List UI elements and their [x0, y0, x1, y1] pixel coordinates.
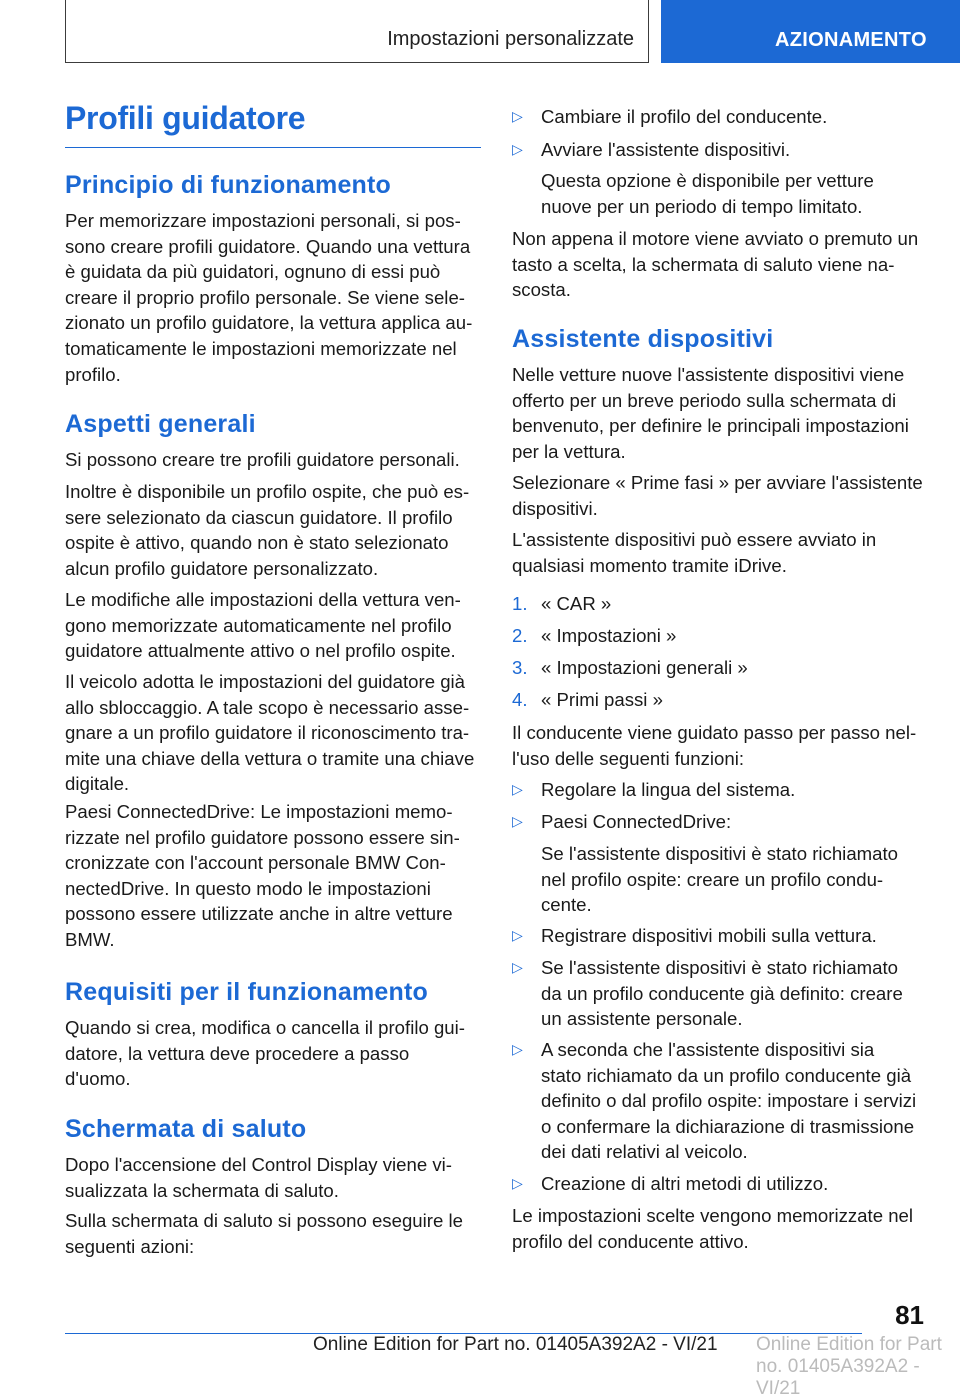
text-line: cronizzate con l'account personale BMW Con- — [65, 852, 446, 874]
text-line: Il veicolo adotta le impostazioni del guidatore già — [65, 671, 466, 692]
triangle-right-icon: ▷ — [512, 781, 523, 797]
paragraph-aspetti-5 — [65, 799, 481, 953]
text-line: dispositivi. — [512, 497, 598, 519]
text-line: Si possono creare tre profili guidatore personali. — [65, 449, 460, 470]
text-line: qualsiasi momento tramite iDrive. — [512, 554, 787, 576]
step-item — [512, 655, 930, 681]
section-title: Impostazioni personalizzate — [387, 28, 634, 50]
text-line: Inoltre è disponibile un profilo ospite, che può es- — [65, 481, 470, 502]
text-line: creare il proprio profilo personale. Se viene sele- — [65, 286, 465, 308]
step-text: « Impostazioni » — [541, 625, 677, 646]
text-line: Dopo l'accensione del Control Display viene vi- — [65, 1154, 452, 1175]
text-line: Se l'assistente dispositivi è stato richiamato — [541, 957, 898, 978]
list-item — [512, 1171, 930, 1197]
text-line: cente. — [541, 894, 592, 916]
step-item — [512, 623, 930, 649]
paragraph-assistente-5 — [512, 1203, 930, 1254]
text-line: Sulla schermata di saluto si possono eseguire le — [65, 1210, 463, 1231]
text-line: zionato un profilo guidatore, la vettura applica au- — [65, 312, 473, 334]
list-item — [512, 923, 930, 949]
step-number: 2. — [512, 625, 528, 646]
list-item — [512, 104, 930, 130]
text-line: Questa opzione è disponibile per vetture — [541, 170, 874, 191]
paragraph-aspetti-1 — [65, 447, 481, 473]
heading-schermata: Schermata di saluto — [65, 1115, 307, 1143]
page-title: Profili guidatore — [65, 100, 306, 136]
text-line: d'uomo. — [65, 1068, 131, 1090]
paragraph-aspetti-3 — [65, 587, 481, 664]
chapter-tab — [661, 0, 960, 63]
text-line: dei dati relativi al veicolo. — [541, 1141, 748, 1163]
text-line: Il conducente viene guidato passo per passo nel- — [512, 722, 917, 743]
text-line: BMW. — [65, 928, 115, 950]
step-text: « Primi passi » — [541, 689, 663, 710]
heading-assistente: Assistente dispositivi — [512, 325, 774, 353]
step-number: 4. — [512, 689, 528, 710]
list-item — [512, 777, 930, 803]
text-line: Le impostazioni scelte vengono memorizzate nel — [512, 1205, 914, 1226]
text-line: L'assistente dispositivi può essere avviato in — [512, 529, 877, 550]
heading-requisiti: Requisiti per il funzionamento — [65, 978, 428, 1006]
step-text: « Impostazioni generali » — [541, 657, 748, 678]
title-rule — [65, 147, 481, 148]
text-line: possono essere utilizzate anche in altre vetture — [65, 903, 453, 925]
text-line: profilo. — [65, 363, 121, 385]
triangle-right-icon: ▷ — [512, 108, 523, 124]
text-line: A seconda che l'assistente dispositivi sia — [541, 1039, 875, 1060]
text-line: l'uso delle seguenti funzioni: — [512, 747, 744, 769]
text-line: è guidata da più guidatori, ognuno di essi può — [65, 261, 441, 283]
text-line: allo sbloccaggio. A tale scopo è necessario asse- — [65, 696, 470, 718]
text-line: tasto a scelta, la schermata di saluto viene na- — [512, 253, 895, 275]
text-line: mite una chiave della vettura o tramite una chiave — [65, 747, 475, 769]
chapter-label: AZIONAMENTO — [775, 29, 927, 51]
text-line: Cambiare il profilo del conducente. — [541, 106, 828, 127]
text-line: Avviare l'assistente dispositivi. — [541, 139, 791, 160]
text-line: Se l'assistente dispositivi è stato richiamato — [541, 843, 898, 864]
step-item — [512, 687, 930, 713]
paragraph-schermata-2 — [65, 1208, 481, 1259]
list-item-note — [512, 841, 930, 918]
text-line: benvenuto, per definire le principali impostazioni — [512, 415, 909, 437]
paragraph-requisiti — [65, 1015, 481, 1092]
text-line: gono memorizzate automaticamente nel profilo — [65, 614, 452, 636]
text-line: nectedDrive. In questo modo le impostazioni — [65, 877, 431, 899]
text-line: profilo del conducente attivo. — [512, 1230, 749, 1252]
text-line: da un profilo conducente già definito: creare — [541, 982, 903, 1004]
text-line: nel profilo ospite: creare un profilo condu- — [541, 868, 884, 890]
text-line: guidatore attualmente attivo o nel profilo ospite. — [65, 640, 456, 662]
text-line: o confermare la dichiarazione di trasmissione — [541, 1115, 915, 1137]
text-line: un assistente personale. — [541, 1008, 743, 1030]
list-item — [512, 137, 930, 163]
text-line: sere selezionato da ciascun guidatore. Il profilo — [65, 506, 453, 528]
list-item-note — [512, 168, 930, 219]
text-line: Quando si crea, modifica o cancella il profilo gui- — [65, 1017, 465, 1038]
text-line: nuove per un periodo di tempo limitato. — [541, 195, 863, 217]
paragraph-schermata-1 — [65, 1152, 481, 1203]
paragraph-aspetti-4 — [65, 669, 481, 797]
step-text: « CAR » — [541, 593, 612, 614]
text-line: seguenti azioni: — [65, 1235, 195, 1257]
paragraph-assistente-3 — [512, 527, 930, 578]
text-line: per la vettura. — [512, 440, 626, 462]
text-line: definito o dal profilo ospite: impostare i servizi — [541, 1090, 917, 1112]
paragraph-aspetti-2 — [65, 479, 481, 581]
text-line: Regolare la lingua del sistema. — [541, 779, 796, 800]
list-item — [512, 1037, 930, 1165]
text-line: alcun profilo guidatore personalizzato. — [65, 557, 379, 579]
text-line: sualizzata la schermata di saluto. — [65, 1179, 339, 1201]
text-line: gnare a un profilo guidatore il riconoscimento tra- — [65, 722, 470, 744]
text-line: Selezionare « Prime fasi » per avviare l'assistente — [512, 472, 923, 493]
text-line: Paesi ConnectedDrive: Le impostazioni memo- — [65, 801, 453, 822]
text-line: offerto per un breve periodo sulla schermata di — [512, 389, 897, 411]
text-line: scosta. — [512, 279, 571, 301]
triangle-right-icon: ▷ — [512, 959, 523, 975]
triangle-right-icon: ▷ — [512, 141, 523, 157]
text-line: sono creare profili guidatore. Quando una vettura — [65, 235, 471, 257]
list-item — [512, 809, 930, 835]
text-line: Non appena il motore viene avviato o premuto un — [512, 228, 919, 249]
paragraph-assistente-1 — [512, 362, 930, 464]
text-line: Le modifiche alle impostazioni della vettura ven- — [65, 589, 461, 610]
paragraph-greeting-hide — [512, 226, 930, 303]
step-number: 3. — [512, 657, 528, 678]
running-header — [65, 0, 649, 63]
footer-watermark: Online Edition for Part no. 01405A392A2 - VI/21 — [756, 1334, 942, 1399]
page-number: 81 — [895, 1300, 924, 1330]
text-line: stato richiamato da un profilo conducente già — [541, 1064, 912, 1086]
paragraph-principio — [65, 208, 481, 387]
heading-principio: Principio di funzionamento — [65, 171, 392, 199]
text-line: Registrare dispositivi mobili sulla vettura. — [541, 925, 877, 946]
text-line: datore, la vettura deve procedere a passo — [65, 1042, 410, 1064]
text-line: digitale. — [65, 773, 130, 795]
paragraph-assistente-4 — [512, 720, 930, 771]
text-line: tomaticamente le impostazioni memorizzate nel — [65, 337, 457, 359]
triangle-right-icon: ▷ — [512, 1041, 523, 1057]
text-line: ospite è attivo, quando non è stato selezionato — [65, 532, 449, 554]
step-number: 1. — [512, 593, 528, 614]
text-line: rizzate nel profilo guidatore possono essere sin- — [65, 826, 460, 848]
step-item — [512, 591, 930, 617]
list-item — [512, 955, 930, 1032]
footer-edition: Online Edition for Part no. 01405A392A2 - VI/21 — [313, 1334, 718, 1355]
triangle-right-icon: ▷ — [512, 813, 523, 829]
paragraph-assistente-2 — [512, 470, 930, 521]
text-line: Creazione di altri metodi di utilizzo. — [541, 1173, 829, 1194]
text-line: Paesi ConnectedDrive: — [541, 811, 732, 832]
triangle-right-icon: ▷ — [512, 927, 523, 943]
triangle-right-icon: ▷ — [512, 1175, 523, 1191]
heading-aspetti: Aspetti generali — [65, 410, 256, 438]
text-line: Nelle vetture nuove l'assistente dispositivi viene — [512, 364, 905, 385]
text-line: Per memorizzare impostazioni personali, si pos- — [65, 210, 461, 231]
